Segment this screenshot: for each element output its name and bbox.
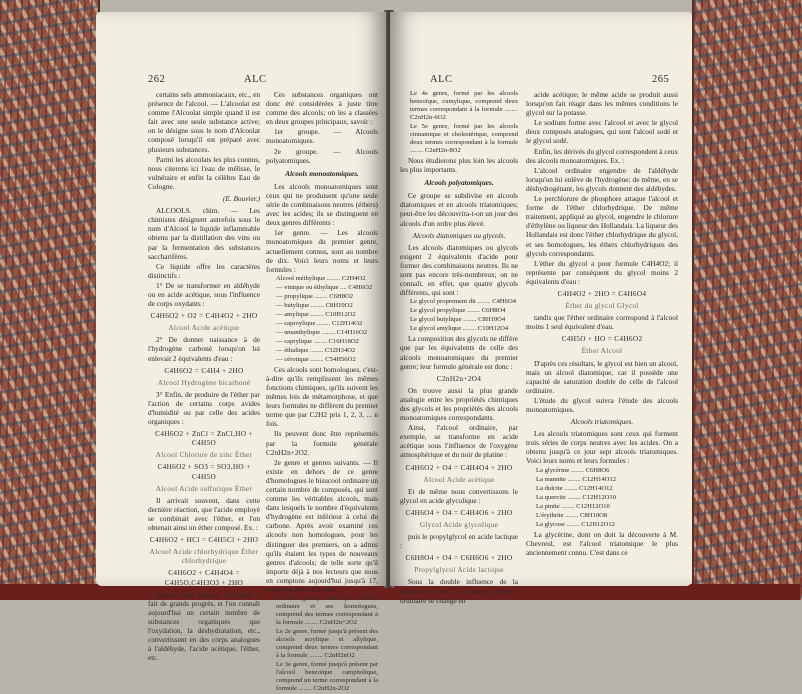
formula-list-item: L'érythrite ........ C8H10O8 (536, 511, 608, 519)
marbled-page-edge-left (0, 0, 100, 600)
formula-list-item: La glycérine ........ C6H8O6 (536, 466, 610, 474)
running-head: ALC (430, 74, 453, 85)
paragraph: 2° De donner naissance à de l'hydrogène carboné lorsqu'on lui enlevait 2 équivalents d'eau : (148, 335, 260, 363)
paragraph: On trouve aussi la plus grande analogie entre les propriétés chimiques des glycols et les propriétés des alcools monoatomiques correspondants. (400, 385, 518, 423)
formula-caption: Alcool Acide chlorhydrique Éther chlorhydrique (149, 547, 259, 566)
paragraph: Le sodium forme avec l'alcool et avec le glycol deux composés analogues, qui sont l'alcool sodé et le glycol sodé. (526, 118, 678, 146)
formula: C4H6O2 + ZnCl = ZnCl,HO + C4H5O (155, 429, 253, 448)
right-page (390, 12, 692, 605)
entry-heading-paragraph: ALCOOLS. chim. — Les chimistes désignent autrefois sous le nom d'Alcool le liquide inflammable obtenu par la distillation des vins ou par la fermentation des substances saccharifères. (148, 206, 260, 261)
paragraph: Il arrivait souvent, dans cette dernière réaction, que l'acide employé se combinait avec l'éther, et l'on obtenait ainsi un éther composé. Ex. : (148, 495, 260, 533)
subsection-heading: Alcools triatomiques. (570, 417, 634, 427)
formula-list-item: La pinite ........ C12H12O10 (536, 502, 610, 510)
genre-formula-item: Le 2e genre, formé jusqu'à présent des alcools acrylique et allylique, comprend deux termes correspondant à la formule ........ C2nH2nO2 (276, 628, 378, 660)
formula-list-item: La quercite ........ C12H12O10 (536, 493, 617, 501)
paragraph: tandis que l'éther ordinaire correspond à l'alcool moins 1 seul équivalent d'eau. (526, 313, 678, 332)
paragraph: La glycérine, dont on doit la découverte à M. Chevreul, est l'alcool triatomique le plus anciennement connu. C'est dans ce (526, 529, 678, 557)
formula-list-item: — propylique ........ C6H8O2 (276, 292, 354, 300)
paragraph: Ces substances organiques ont donc été considérées à juste titre comme des alcools; on les a classées en deux groupes principaux, savoir : (266, 90, 378, 127)
paragraph: La composition des glycols ne diffère que par les équivalents de celle des alcools monoatomiques du premier genre; leur formule générale est donc : (400, 334, 518, 371)
formula-list-item: Le glycol amylique ........ C10H12O4 (410, 325, 509, 333)
formula: C4H5O + HO = C4H6O2 (561, 334, 643, 344)
page-number: 265 (652, 74, 670, 85)
paragraph: puis le propylglycol en acide lactique : (400, 532, 518, 551)
formula: C4H4O2 + 2HO = C4H6O4 (557, 288, 647, 298)
paragraph: Les alcools triatomiques sont ceux qui forment trois séries de corps neutres avec les acides. On a obtenu jusqu'à ce jour sept alcools triatomiques. Voici leurs noms et leurs formules : (526, 429, 678, 466)
formula: C6H8O4 + O4 = C6H6O6 + 2HO (405, 553, 513, 563)
right-page-column-1 (400, 90, 518, 606)
formula: C4H6O2 + SO3 = SO3,HO + C4H5O (157, 462, 251, 481)
genre-formula-item: Le 1er genre, formé par l'alcool ordinaire et ses homologues, comprend des termes correspondant à la formule ........ C2nH2n+2O2 (276, 595, 378, 627)
paragraph: Ainsi, l'alcool ordinaire, par exemple, se transforme en acide acétique sous l'influence de l'oxygène atmosphérique et du noir de platine : (400, 423, 518, 460)
formula: C4H6O4 + O4 = C4H4O6 + 2HO (405, 507, 513, 517)
left-page-column-1 (148, 90, 260, 663)
paragraph: Ces alcools sont homologues, c'est-à-dire qu'ils remplissent les mêmes fonctions chimiques, qu'ils suivent les mêmes lois de métamorphose, et que leurs formules ne diffèrent du premier terme que par C2H2 pris 1, 2, 3, ... n fois. (266, 364, 378, 429)
formula-list-item: La glycose ........ C12H12O12 (536, 520, 615, 528)
formula-caption: Alcool Acide sulfurique Éther (155, 483, 253, 493)
author-signature: (E. Bouvier.) (222, 194, 260, 204)
subsection-heading: Alcools diatomiques ou glycols. (412, 230, 506, 240)
genre-formula-item: Le 3e genre, formé jusqu'à présent par l'alcool benzoïque campholique, comprend un terme correspondant à la formule ........ C2nH2n-2O2 (276, 661, 378, 693)
formula-caption: Éther du glycol Glycol (565, 301, 639, 311)
section-heading: Alcools monoatomiques. (285, 168, 359, 178)
formula: C4H6O2 + C4H4O4 = C4H5O,C4H3O3 + 2HO (164, 568, 244, 587)
formula-list-item: La dulcite ........ C12H14O12 (536, 484, 613, 492)
formula-list-item: — caproylique ........ C12H14O2 (276, 319, 363, 327)
formula-caption: Alcool Acide acétique (168, 323, 240, 333)
formula-list-item: Le glycol propylique ........ C6H8O4 (410, 307, 506, 315)
paragraph: 2e groupe. — Alcools polyatomiques. (266, 146, 378, 165)
formula-list-item: La mannite ........ C12H14O12 (536, 475, 617, 483)
right-page-column-2 (526, 90, 678, 558)
formula-list-item: — vinique ou éthylique .... C4H6O2 (276, 283, 373, 291)
paragraph: 2e genre et genres suivants. — Il existe en dehors de ce genre d'homologues le bisucool ordinaire un certain nombre de composés, qui sont comme les véritables alcools, mais dans lesquels le nombre d'équivalents d'hydrogène est inférieur à celui du carbone. Après avoir examiné ces alcools non homologues, pour les distinguer des premiers, on a admis qu'ils étaient les types de nouveaux genres d'alcools; de telle sorte qu'il importe déjà à nos lecteurs que nous en comptons aujourd'hui jusqu'à 17, et leurs genres. En effet : (266, 457, 378, 595)
paragraph: L'éther du glycol a pour formule C4H4O2; il représente par conséquent du glycol moins 2 équivalents d'eau : (526, 258, 678, 286)
formula-list-item: — amylique ........ C10H12O2 (276, 310, 356, 318)
formula-list-item: Le glycol proprement dit ........ C4H6O4 (410, 298, 517, 306)
paragraph: Depuis cette époque, la chimie a fait de grands progrès, et l'on connaît aujourd'hui un certain nombre de substances organiques que l'oxydation, la déshydratation, etc., convertissent en des corps analogues à l'aldéhyde, l'acide acétique, l'éther, etc. (148, 589, 260, 663)
left-page-column-2 (266, 90, 378, 694)
page-number: 262 (148, 74, 166, 85)
paragraph: D'après ces résultats, le glycol est bien un alcool, mais un alcool diatomique, car il possède une capacité de saturation double de celle de l'alcool ordinaire. (526, 358, 678, 395)
paragraph: Les alcools diatomiques ou glycols exigent 2 équivalents d'acide pour former des combinaisons neutres. Ils ne sont pas encore très-nombreux; on ne connaît, en effet, que quatre glycols différents, qui sont : (400, 242, 518, 298)
paragraph: certains sels ammoniacaux, etc., en présence de l'alcool. — L'alcoolat est comme l'Alcoolat simple quand il est fait avec une seule substance active; on le désigne sous le nom d'Alcoolat composé lorsqu'il est préparé avec plusieurs substances. (148, 90, 260, 154)
paragraph: Ils peuvent donc être représentés par la formule générale C2nH2n+2O2. (266, 429, 378, 457)
formula-caption: Éther Alcool (581, 346, 623, 356)
paragraph: 3° Enfin, de produire de l'éther par l'action de certains corps avides d'humidité ou par celle des acides organiques : (148, 389, 260, 427)
formula-caption: Glycol Acide glycolique (419, 520, 499, 529)
paragraph: Nous étudierons plus loin les alcools les plus importants. (400, 156, 518, 175)
paragraph: L'étude du glycol suivra l'étude des alcools monoatomiques. (526, 395, 678, 414)
paragraph: 1er genre. — Les alcools monoatomiques du premier genre, actuellement connus, sont au nombre de dix. Voici leurs noms et leurs formules : (266, 228, 378, 274)
formula-caption: Propylglycol Acide lactique (414, 565, 504, 575)
formula-caption: Alcool Acide acétique (423, 474, 495, 484)
paragraph: Sous la double influence de la potasse et de la chaleur, l'alcool ordinaire se change en (400, 577, 518, 605)
formula-list-item: — œnanthylique ........ C14H16O2 (276, 328, 368, 336)
paragraph: Et de même nous convertissons le glycol en acide glycolique : (400, 486, 518, 505)
formula-list-item: — cérotique ........ C54H56O2 (276, 355, 356, 363)
formula-caption: Alcool Hydrogène bicarboné (157, 377, 251, 387)
marbled-page-edge-right (692, 0, 802, 600)
left-page (96, 12, 386, 693)
formula-list-item: — éthalique ........ C32H34O2 (276, 346, 356, 354)
paragraph: 1° De se transformer en aldéhyde ou en acide acétique, sous l'influence de corps oxydants : (148, 280, 260, 309)
paragraph: L'alcool ordinaire engendre de l'aldéhyde lorsqu'on lui enlève de l'hydrogène; de même, en se déshydrogénant, les glycols donnent des aldéhydes. (526, 165, 678, 193)
paragraph: Le perchlorure de phosphore attaque l'alcool et forme de l'éther chlorhydrique. De même traitement, appliqué au glycol, engendre le chlorure d'éthylène ou liqueur des Hollandais. La liqueur des Hollandais est donc l'éther chlorhydrique du glycol, et ses homologues, les éthers chlorhydriques des glycols correspondants. (526, 194, 678, 258)
genre-formula-item: Le 5e genre, formé par les alcools cinnamique et cholestérique, comprend deux termes correspondant à la formule ........ C2nH2n-8O2 (410, 123, 518, 154)
formula: C4H6O2 + HCl = C4H5Cl + 2HO (149, 535, 259, 545)
formula: C2nH2n+2O4 (436, 373, 482, 383)
paragraph: 1er groupe. — Alcools monoatomiques. (266, 127, 378, 146)
paragraph: Ce groupe se subdivise en alcools diatomiques et en alcools triatomiques; peut-être les découvrira-t-on un jour des alcools d'un ordre plus élevé. (400, 191, 518, 228)
formula-list-item: — caprylique ........ C16H18O2 (276, 337, 359, 345)
formula-list-item: Alcool méthylique ........ C2H4O2 (276, 274, 366, 282)
paragraph: Ce liquide offre les caractères distinctifs : (148, 261, 260, 280)
formula-caption: Alcool Chlorure de zinc Éther (155, 450, 253, 460)
paragraph: Enfin, les dérivés du glycol correspondent à ceux des alcools monoatomiques. Ex. : (526, 146, 678, 165)
formula-list-item: — butylique ........ C8H10O2 (276, 301, 353, 309)
formula: C4H6O2 + O2 = C4H4O2 + 2HO (150, 311, 258, 321)
paragraph: acide acétique; le même acide se produit aussi lorsqu'on fait réagir dans les mêmes conditions le glycol sur la potasse. (526, 90, 678, 118)
paragraph: Les alcools monoatomiques sont ceux qui ne produisent qu'une seule série de combinaisons neutres (éthers) avec les acides; ils se distinguent en deux genres différents : (266, 181, 378, 228)
formula: C4H6O2 = C4H4 + 2HO (164, 365, 244, 375)
paragraph: Parmi les alcoolats les plus connus, nous citerons ici l'eau de mélisse, le vulnéraire et enfin la célèbre Eau de Cologne. (148, 154, 260, 191)
section-heading: Alcools polyatomiques. (424, 178, 494, 188)
genre-formula-item: Le 4e genre, formé par les alcools benzoïque, cumylique, comprend deux termes correspondant à la formule ........ C2nH2n-6O2 (410, 90, 518, 121)
formula: C4H6O2 + O4 = C4H4O4 + 2HO (405, 462, 513, 472)
formula-list-item: Le glycol butylique ........ C8H10O4 (410, 316, 506, 324)
running-head: ALC (244, 74, 267, 85)
